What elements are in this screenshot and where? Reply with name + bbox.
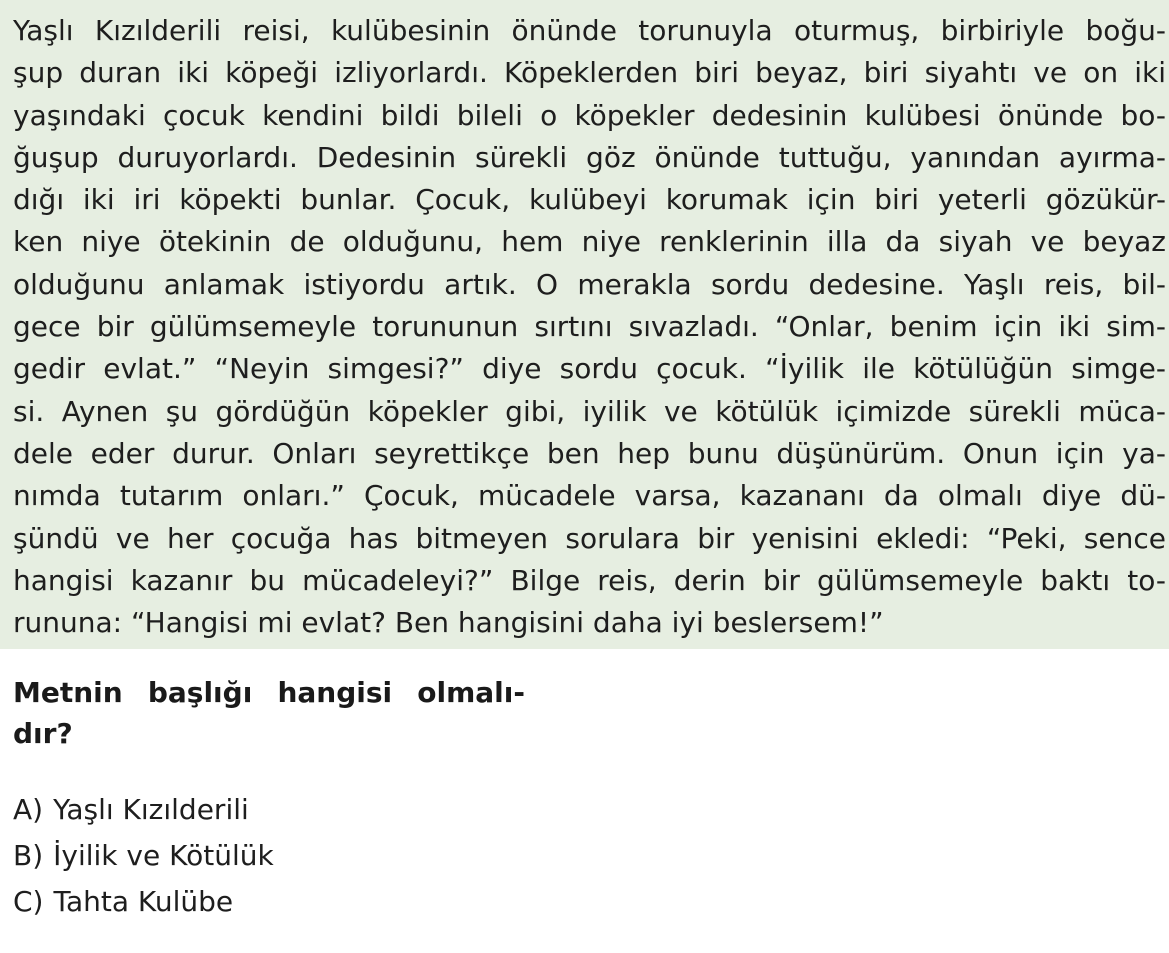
passage-line: Yaşlı Kızılderili reisi, kulübesinin önünde torunuyla oturmuş, birbiriyle boğu- xyxy=(13,14,1166,47)
passage-line: ğuşup duruyorlardı. Dedesinin sürekli göz önünde tuttuğu, yanından ayırma- xyxy=(13,140,1166,174)
option-letter: C) xyxy=(13,885,44,918)
option-text: İyilik ve Kötülük xyxy=(53,839,274,872)
option-b[interactable] xyxy=(13,833,274,879)
passage-line: gece bir gülümsemeyle torununun sırtını sıvazladı. “Onlar, benim için iki sim- xyxy=(13,310,1166,344)
passage-line: yaşındaki çocuk kendini bildi bileli o köpekler dedesinin kulübesi önünde bo- xyxy=(13,98,1166,132)
passage-line: dele eder durur. Onları seyrettikçe ben hep bunu düşünürüm. Onun için ya- xyxy=(13,436,1166,470)
question-stem xyxy=(13,672,533,754)
passage-line: nımda tutarım onları.” Çocuk, mücadele varsa, kazananı da olmalı diye dü- xyxy=(13,479,1166,513)
reading-passage xyxy=(13,10,1166,644)
option-text: Yaşlı Kızılderili xyxy=(53,793,249,826)
question-line: dır? xyxy=(13,717,73,750)
passage-line: hangisi kazanır bu mücadeleyi?” Bilge reis, derin bir gülümsemeyle baktı to- xyxy=(13,563,1166,597)
passage-line: rununa: “Hangisi mi evlat? Ben hangisini daha iyi beslersem!” xyxy=(13,606,884,640)
option-a[interactable] xyxy=(13,787,274,833)
option-text: Tahta Kulübe xyxy=(53,885,234,918)
option-letter: B) xyxy=(13,839,44,872)
passage-line: olduğunu anlamak istiyordu artık. O merakla sordu dedesine. Yaşlı reis, bil- xyxy=(13,267,1166,301)
passage-line: şündü ve her çocuğa has bitmeyen sorulara bir yenisini ekledi: “Peki, sence xyxy=(13,521,1166,555)
passage-line: si. Aynen şu gördüğün köpekler gibi, iyilik ve kötülük içimizde sürekli müca- xyxy=(13,394,1166,428)
passage-line: ken niye ötekinin de olduğunu, hem niye renklerinin illa da siyah ve beyaz xyxy=(13,225,1166,259)
option-letter: A) xyxy=(13,793,44,826)
passage-line: dığı iki iri köpekti bunlar. Çocuk, kulübeyi korumak için biri yeterli gözükür- xyxy=(13,183,1166,217)
passage-line: gedir evlat.” “Neyin simgesi?” diye sordu çocuk. “İyilik ile kötülüğün simge- xyxy=(13,352,1166,386)
question-line: Metnin başlığı hangisi olmalı- xyxy=(13,676,525,709)
answer-options xyxy=(13,787,274,925)
passage-line: şup duran iki köpeği izliyorlardı. Köpeklerden biri beyaz, biri siyahtı ve on iki xyxy=(13,56,1166,90)
option-c[interactable] xyxy=(13,879,274,925)
